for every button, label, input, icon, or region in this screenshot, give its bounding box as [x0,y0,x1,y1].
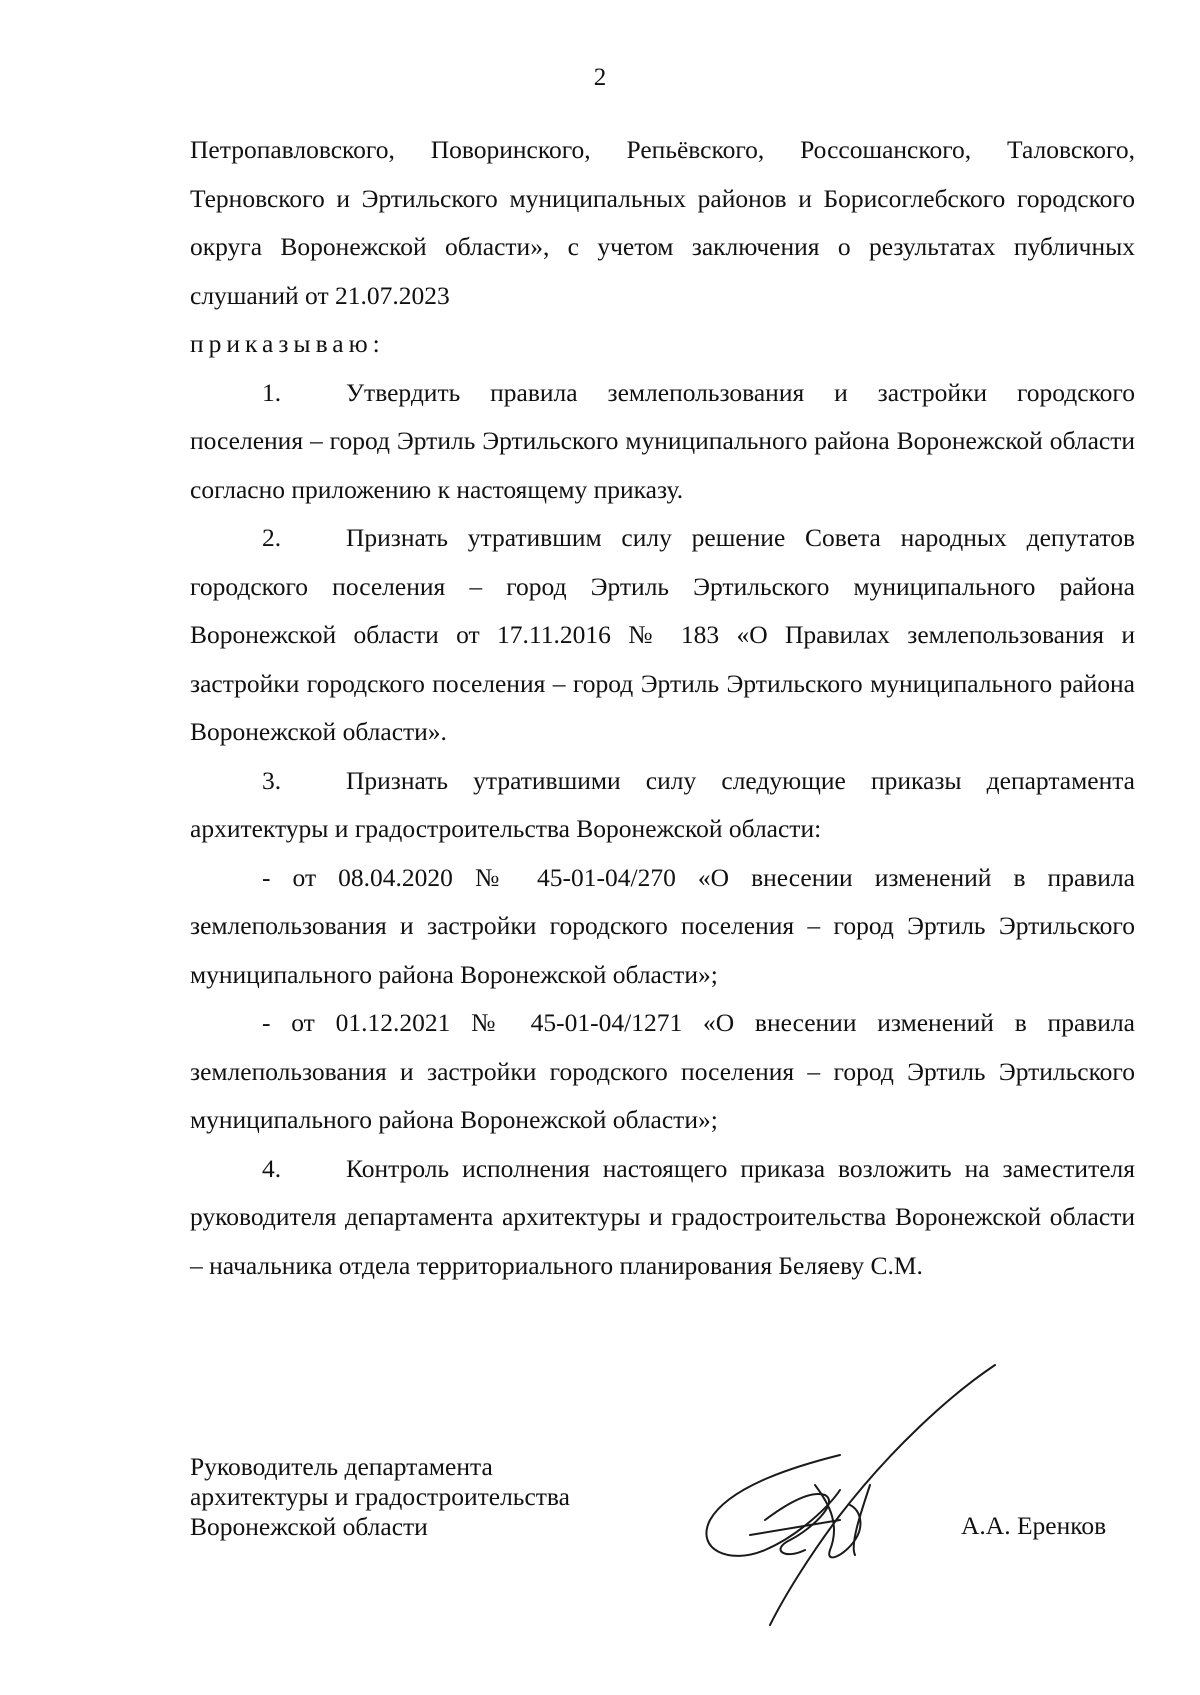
item-number: 2. [262,523,282,552]
handwritten-signature [690,1355,1020,1640]
order-item-3 [190,757,1135,854]
item-number: 4. [262,1153,282,1183]
signer-name: А.А. Еренков [961,1511,1107,1540]
item-text: Контроль исполнения настоящего приказа возложить на заместителя руководителя департамента архитектуры и градостроительства Воронежской области – начальника отдела территориального планирования Беляеву С.М. [190,1153,1135,1280]
page-number: 2 [593,64,607,91]
intro-paragraph: Петропавловского, Поворинского, Репьёвского, Россошанского, Таловского, Терновского и Эртильского муниципальных районов и Борисоглебского городского округа Воронежской области», с учетом заключения о результатах публичных слушаний от 21.07.2023 [190,135,1135,310]
signer-title [190,1452,570,1542]
sub-item-2: - от 01.12.2021 № 45-01-04/1271 «О внесении изменений в правила землепользования и застройки городского поселения – город Эртиль Эртильского муниципального района Воронежской области»; [190,1008,1135,1134]
order-item-4 [190,1145,1135,1291]
order-word: приказываю: [190,329,385,358]
order-item-2 [190,514,1135,757]
signer-title-line: Руководитель департамента [190,1452,493,1481]
document-body [190,126,1135,1290]
signer-title-line: архитектуры и градостроительства [190,1482,570,1511]
sub-item-1: - от 08.04.2020 № 45-01-04/270 «О внесении изменений в правила землепользования и застройки городского поселения – город Эртиль Эртильского муниципального района Воронежской области»; [190,862,1135,989]
item-text: Признать утратившими силу следующие приказы департамента архитектуры и градостроительства Воронежской области: [190,765,1135,843]
order-item-1 [190,369,1135,515]
item-number: 3. [262,765,282,795]
item-text: Признать утратившим силу решение Совета народных депутатов городского поселения – город Эртиль Эртильского муниципального района Воронежской области от 17.11.2016 № 183 «О Правилах землепользования и застройки городского поселения – город Эртиль Эртильского муниципального района Воронежской области». [190,523,1135,746]
signer-title-line: Воронежской области [190,1512,428,1541]
item-number: 1. [262,377,282,407]
item-text: Утвердить правила землепользования и застройки городского поселения – город Эртиль Эртильского муниципального района Воронежской области согласно приложению к настоящему приказу. [190,377,1135,504]
